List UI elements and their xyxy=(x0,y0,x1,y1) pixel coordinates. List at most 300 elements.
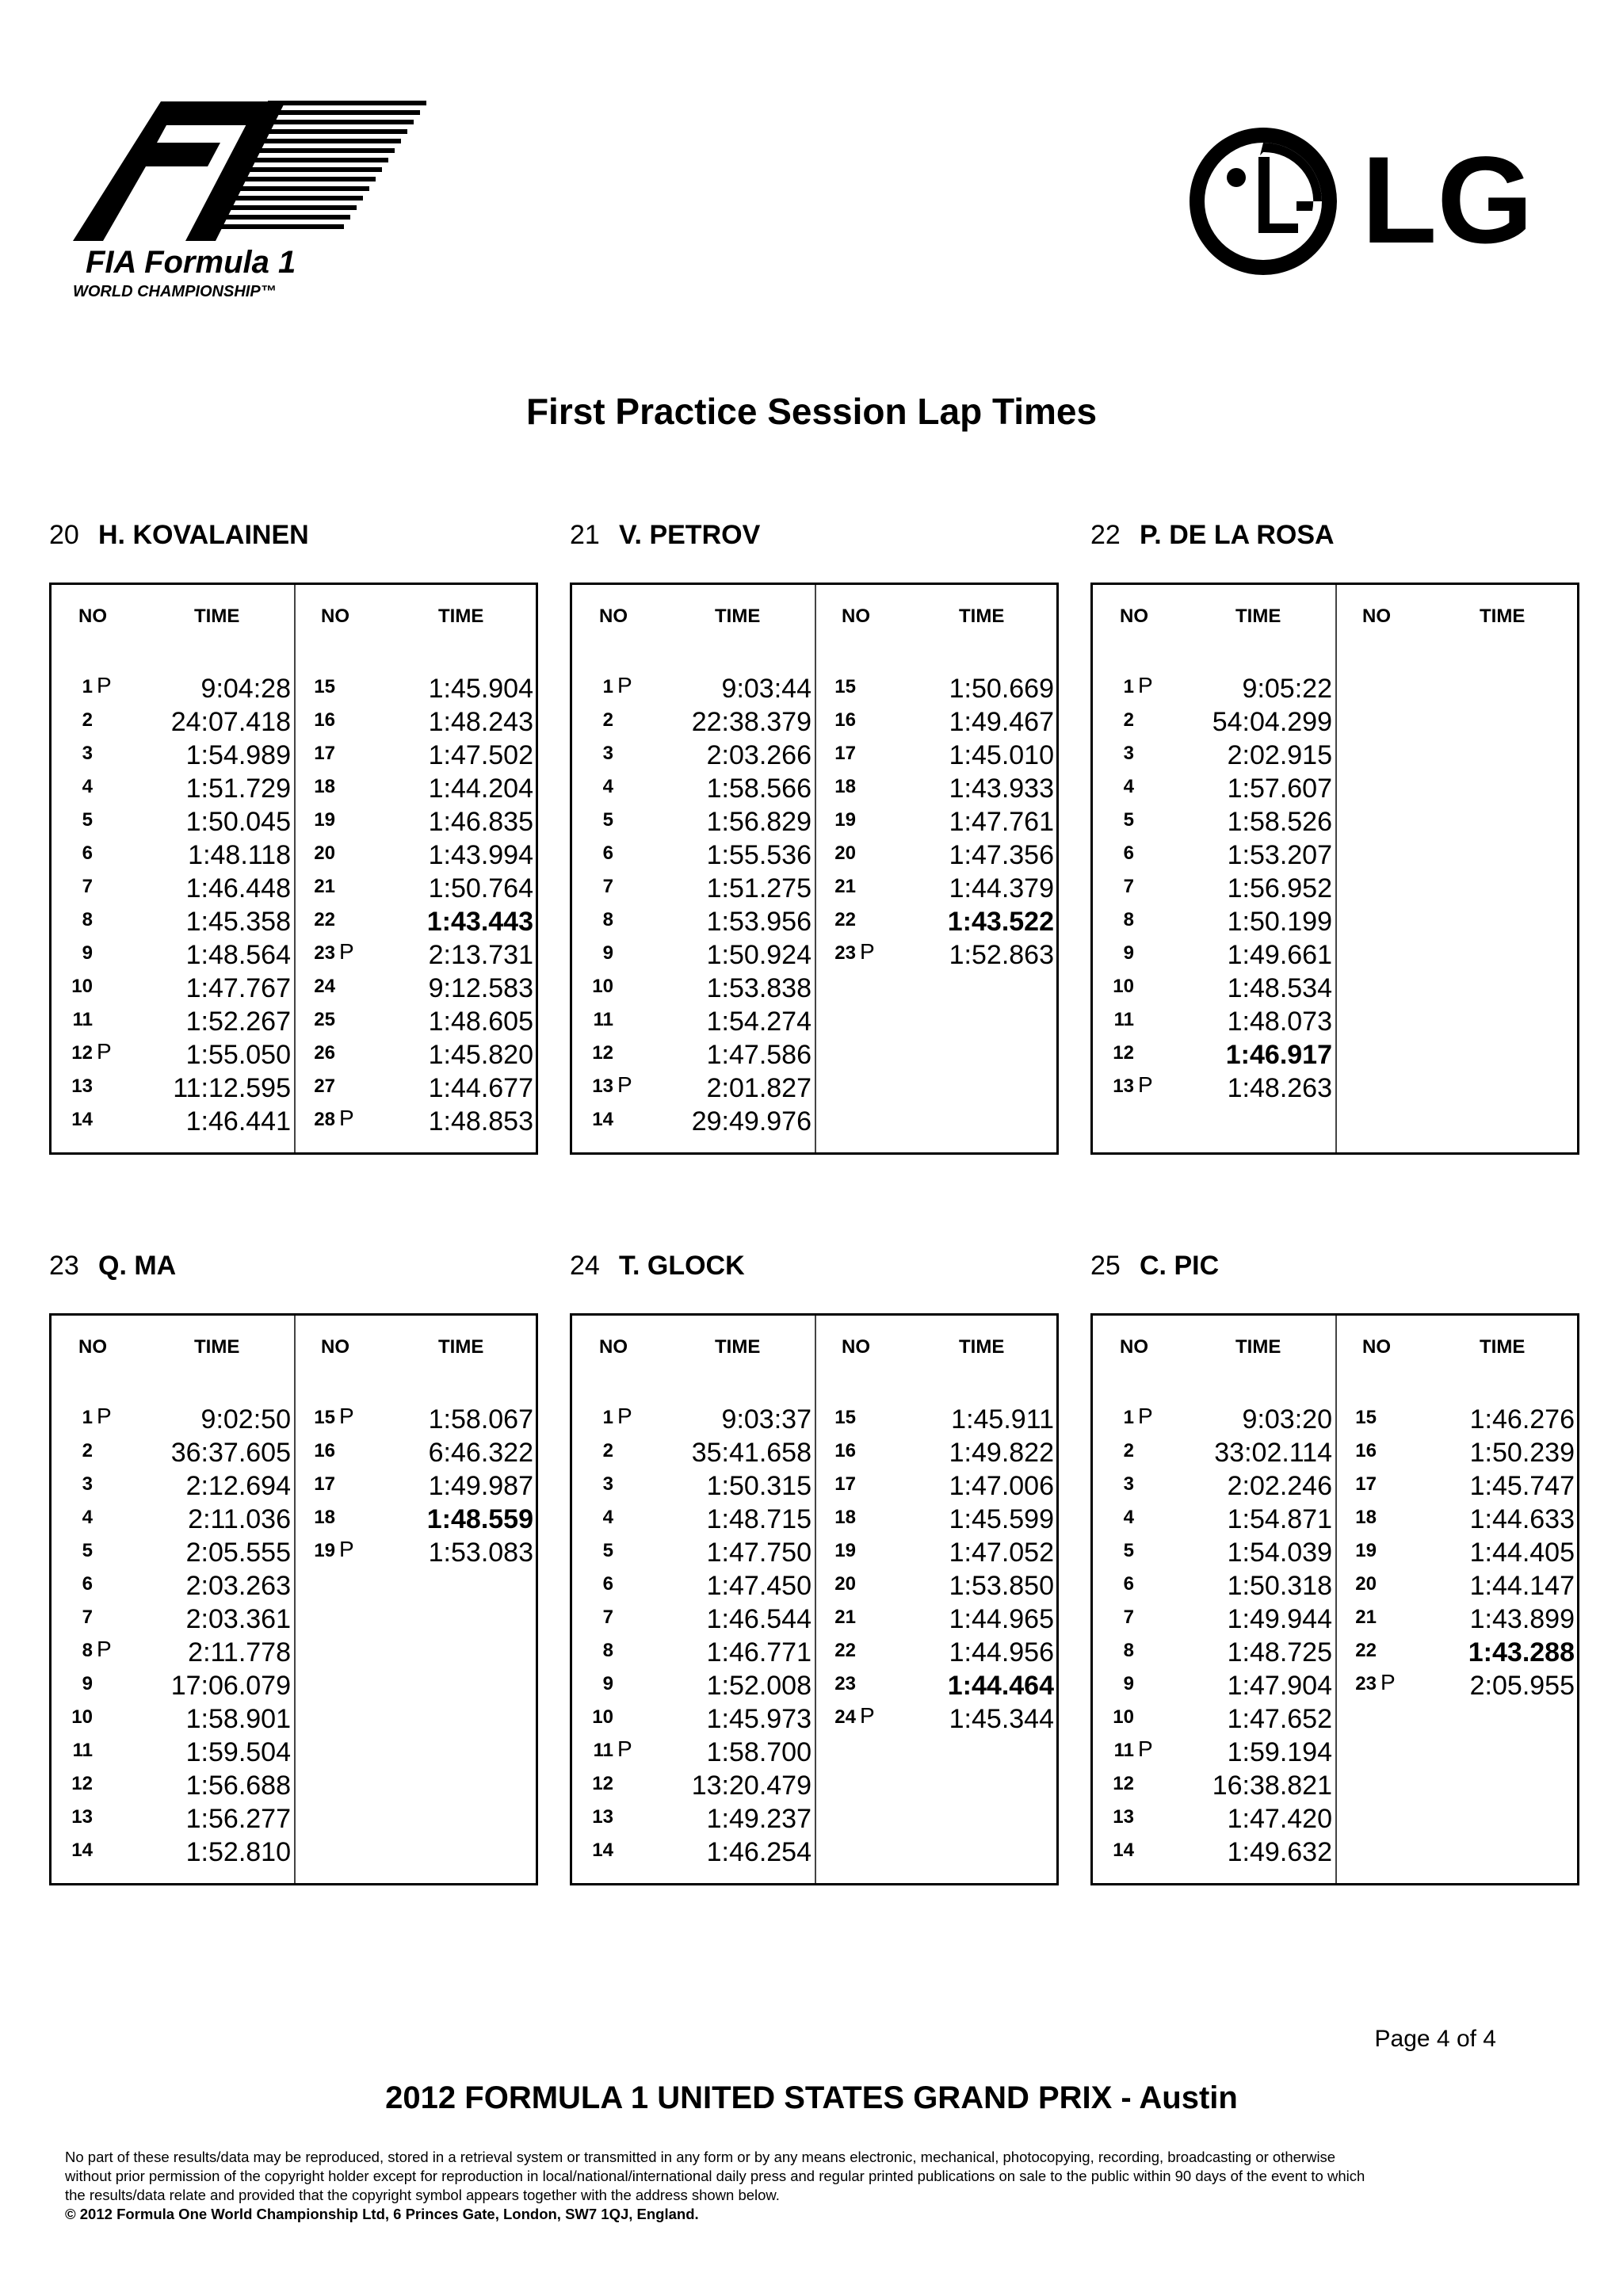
pit-indicator: P xyxy=(1138,1736,1153,1761)
pit-indicator: P xyxy=(339,939,354,964)
lap-row xyxy=(582,770,812,804)
lap-times-table xyxy=(570,583,1059,1155)
lap-time: 1:47.356 xyxy=(949,840,1054,870)
lap-time: 1:48.564 xyxy=(185,940,291,970)
pit-indicator: P xyxy=(1138,1404,1153,1428)
lap-time: 11:12.595 xyxy=(173,1073,291,1103)
lap-row xyxy=(824,870,1054,904)
lap-row xyxy=(824,904,1054,937)
lap-row xyxy=(1102,1468,1332,1501)
car-number: 25 xyxy=(1090,1251,1121,1281)
lap-number: 17 xyxy=(834,743,856,764)
fastest-lap-time: 1:44.464 xyxy=(947,1671,1054,1701)
lap-number: 7 xyxy=(602,876,613,897)
pit-indicator: P xyxy=(1381,1670,1396,1694)
lap-number: 4 xyxy=(1123,1507,1134,1528)
lap-number: 1 xyxy=(1123,676,1134,697)
lap-number-header: NO xyxy=(842,606,870,627)
lap-number: 26 xyxy=(314,1042,335,1064)
lap-row xyxy=(1102,937,1332,970)
lap-time: 1:50.315 xyxy=(706,1471,812,1501)
lap-number: 17 xyxy=(1355,1473,1377,1495)
driver-name: T. GLOCK xyxy=(619,1251,745,1281)
car-number: 22 xyxy=(1090,520,1121,550)
lap-row xyxy=(582,737,812,770)
pit-indicator: P xyxy=(97,1039,112,1064)
lap-row xyxy=(1102,837,1332,870)
column-divider xyxy=(1335,585,1337,1152)
lap-number: 9 xyxy=(1123,1673,1134,1694)
lap-number-header: NO xyxy=(599,606,628,627)
lap-time: 1:45.904 xyxy=(428,674,533,704)
lap-time: 2:03.361 xyxy=(185,1604,291,1634)
svg-text:WORLD CHAMPIONSHIP™: WORLD CHAMPIONSHIP™ xyxy=(73,283,277,300)
lap-row xyxy=(61,1767,291,1801)
lap-number: 10 xyxy=(1113,1706,1134,1728)
lap-row xyxy=(304,704,533,737)
lap-row xyxy=(61,1401,291,1435)
lap-number: 8 xyxy=(82,1640,93,1661)
lap-number: 23 xyxy=(314,942,335,964)
lap-time: 1:48.118 xyxy=(188,840,291,870)
lap-row xyxy=(582,1767,812,1801)
lap-row xyxy=(61,770,291,804)
lap-row xyxy=(304,1468,533,1501)
lap-number: 12 xyxy=(1113,1773,1134,1794)
driver-heading xyxy=(570,1251,745,1290)
lap-row xyxy=(1102,1003,1332,1037)
lap-time: 1:53.956 xyxy=(706,907,812,937)
lap-time: 1:48.715 xyxy=(706,1504,812,1534)
lap-number: 6 xyxy=(82,842,93,864)
pit-indicator: P xyxy=(860,939,875,964)
lap-number: 8 xyxy=(82,909,93,930)
lap-number: 22 xyxy=(834,1640,856,1661)
lap-row xyxy=(1102,1734,1332,1767)
driver-name: Q. MA xyxy=(98,1251,177,1281)
lap-number: 8 xyxy=(1123,909,1134,930)
lap-time: 1:47.420 xyxy=(1227,1804,1332,1834)
lap-row xyxy=(1345,1634,1575,1668)
lap-row xyxy=(61,670,291,704)
lap-time: 1:43.994 xyxy=(428,840,533,870)
lap-row xyxy=(1345,1568,1575,1601)
lap-time: 1:46.544 xyxy=(706,1604,812,1634)
lap-number: 11 xyxy=(72,1009,93,1030)
lap-row xyxy=(824,1501,1054,1534)
lap-time: 1:52.810 xyxy=(185,1837,291,1867)
lap-row xyxy=(582,1534,812,1568)
lap-number: 22 xyxy=(314,909,335,930)
lap-time-header: TIME xyxy=(438,1336,484,1358)
lap-time: 1:51.275 xyxy=(706,873,812,904)
lap-column xyxy=(304,1401,533,1568)
driver-name: P. DE LA ROSA xyxy=(1140,520,1335,550)
lap-number: 24 xyxy=(314,976,335,997)
lap-row xyxy=(582,1103,812,1137)
lap-number-header: NO xyxy=(78,1336,107,1358)
lap-row xyxy=(582,1037,812,1070)
lap-row xyxy=(582,1070,812,1103)
lap-time: 9:05:22 xyxy=(1242,674,1332,704)
lap-row xyxy=(61,1468,291,1501)
lap-time: 1:47.502 xyxy=(428,740,533,770)
lap-times-table xyxy=(1090,583,1579,1155)
lap-time: 2:12.694 xyxy=(185,1471,291,1501)
lap-number: 4 xyxy=(602,776,613,797)
lap-row xyxy=(824,1468,1054,1501)
lap-number: 24 xyxy=(834,1706,856,1728)
lap-time: 1:51.729 xyxy=(185,774,291,804)
lap-row xyxy=(61,1435,291,1468)
lap-row xyxy=(824,770,1054,804)
lap-time: 9:12.583 xyxy=(428,973,533,1003)
lap-number: 10 xyxy=(1113,976,1134,997)
lap-row xyxy=(304,670,533,704)
lap-time: 1:59.194 xyxy=(1227,1737,1332,1767)
fastest-lap-time: 1:43.288 xyxy=(1468,1637,1575,1668)
lap-row xyxy=(1102,1435,1332,1468)
lap-number: 13 xyxy=(1113,1075,1134,1097)
lap-number: 15 xyxy=(834,1407,856,1428)
lap-number-header: NO xyxy=(321,1336,349,1358)
lap-times-table xyxy=(49,583,538,1155)
lg-logo xyxy=(1186,124,1550,279)
lap-time: 1:50.924 xyxy=(706,940,812,970)
lap-time: 1:48.073 xyxy=(1227,1007,1332,1037)
pit-indicator: P xyxy=(617,1072,632,1097)
lap-number: 15 xyxy=(314,676,335,697)
lap-time: 29:49.976 xyxy=(691,1106,812,1137)
lap-row xyxy=(304,1070,533,1103)
lap-time: 1:54.274 xyxy=(706,1007,812,1037)
lap-number: 12 xyxy=(71,1042,93,1064)
lap-row xyxy=(824,1568,1054,1601)
fastest-lap-time: 1:43.443 xyxy=(426,907,533,937)
lap-number: 13 xyxy=(71,1806,93,1828)
lap-time-header: TIME xyxy=(959,606,1005,627)
lap-time: 1:52.863 xyxy=(949,940,1054,970)
lap-row xyxy=(61,970,291,1003)
lap-column xyxy=(61,1401,291,1867)
lap-number: 2 xyxy=(602,709,613,731)
lap-number-header: NO xyxy=(1362,606,1391,627)
column-divider xyxy=(815,585,816,1152)
pit-indicator: P xyxy=(1138,673,1153,697)
lap-number: 14 xyxy=(71,1109,93,1130)
driver-name: V. PETROV xyxy=(619,520,761,550)
lap-time: 1:50.045 xyxy=(185,807,291,837)
lap-row xyxy=(582,1834,812,1867)
lap-time-header: TIME xyxy=(1480,606,1526,627)
lap-number: 8 xyxy=(602,909,613,930)
lap-time: 1:44.405 xyxy=(1469,1538,1575,1568)
lap-time: 1:44.677 xyxy=(428,1073,533,1103)
lap-time: 1:58.067 xyxy=(428,1404,533,1435)
lap-time: 1:46.448 xyxy=(185,873,291,904)
lap-time: 1:46.771 xyxy=(706,1637,812,1668)
lap-time: 1:54.989 xyxy=(185,740,291,770)
lap-time: 1:45.358 xyxy=(185,907,291,937)
lap-number-header: NO xyxy=(599,1336,628,1358)
lap-time: 1:44.965 xyxy=(949,1604,1054,1634)
lap-number: 20 xyxy=(834,842,856,864)
car-number: 20 xyxy=(49,520,79,550)
lap-time: 24:07.418 xyxy=(170,707,291,737)
lap-time: 1:50.199 xyxy=(1227,907,1332,937)
lap-row xyxy=(61,1801,291,1834)
lap-row xyxy=(61,1634,291,1668)
lap-number: 10 xyxy=(592,976,613,997)
lap-number-header: NO xyxy=(1120,606,1148,627)
lap-time: 2:03.266 xyxy=(706,740,812,770)
lap-row xyxy=(1102,1701,1332,1734)
lap-number: 7 xyxy=(602,1606,613,1628)
lap-number: 2 xyxy=(82,1440,93,1461)
lap-number: 23 xyxy=(834,1673,856,1694)
pit-indicator: P xyxy=(97,1637,112,1661)
lap-times-table xyxy=(570,1313,1059,1885)
lap-number: 28 xyxy=(314,1109,335,1130)
lap-row xyxy=(582,970,812,1003)
lap-time: 1:46.441 xyxy=(185,1106,291,1137)
lap-row xyxy=(61,1037,291,1070)
lap-time: 1:56.952 xyxy=(1227,873,1332,904)
lap-number: 4 xyxy=(82,776,93,797)
lap-time: 6:46.322 xyxy=(428,1438,533,1468)
lap-number: 15 xyxy=(1355,1407,1377,1428)
lap-time: 1:44.204 xyxy=(428,774,533,804)
lap-time: 1:50.669 xyxy=(949,674,1054,704)
lap-number: 21 xyxy=(314,876,335,897)
lap-column xyxy=(61,670,291,1137)
lap-number: 14 xyxy=(592,1109,613,1130)
lap-time: 1:57.607 xyxy=(1227,774,1332,804)
lap-row xyxy=(582,1003,812,1037)
lap-row xyxy=(61,804,291,837)
car-number: 24 xyxy=(570,1251,600,1281)
lap-number: 17 xyxy=(834,1473,856,1495)
lap-time: 1:48.725 xyxy=(1227,1637,1332,1668)
lap-number: 1 xyxy=(82,1407,93,1428)
lap-time: 2:03.263 xyxy=(185,1571,291,1601)
lap-time: 2:01.827 xyxy=(706,1073,812,1103)
event-title: 2012 FORMULA 1 UNITED STATES GRAND PRIX - Austin xyxy=(385,2080,1238,2115)
lap-row xyxy=(1102,1401,1332,1435)
lap-time: 33:02.114 xyxy=(1214,1438,1332,1468)
lap-number: 3 xyxy=(1123,1473,1134,1495)
lap-row xyxy=(1345,1501,1575,1534)
lap-row xyxy=(304,1401,533,1435)
lap-number: 1 xyxy=(602,1407,613,1428)
lap-row xyxy=(824,1435,1054,1468)
lap-row xyxy=(61,1834,291,1867)
lap-number: 13 xyxy=(1113,1806,1134,1828)
lap-time: 1:48.853 xyxy=(428,1106,533,1137)
lap-row xyxy=(304,1103,533,1137)
lap-number: 21 xyxy=(834,876,856,897)
lap-number: 13 xyxy=(592,1075,613,1097)
lap-number: 3 xyxy=(82,743,93,764)
lap-number: 16 xyxy=(314,709,335,731)
lap-number: 2 xyxy=(82,709,93,731)
lap-number: 19 xyxy=(314,1540,335,1561)
lap-number: 18 xyxy=(834,776,856,797)
lap-number: 22 xyxy=(834,909,856,930)
lap-row xyxy=(1345,1401,1575,1435)
lap-time: 1:50.764 xyxy=(428,873,533,904)
lap-number: 10 xyxy=(71,976,93,997)
lap-time: 1:53.838 xyxy=(706,973,812,1003)
lap-row xyxy=(582,870,812,904)
lap-number: 10 xyxy=(592,1706,613,1728)
lap-time: 1:44.379 xyxy=(949,873,1054,904)
lap-time: 1:47.904 xyxy=(1227,1671,1332,1701)
svg-text:FIA Formula 1: FIA Formula 1 xyxy=(86,245,296,280)
lap-time: 9:03:20 xyxy=(1242,1404,1332,1435)
lap-row xyxy=(582,1668,812,1701)
lap-time: 1:43.933 xyxy=(949,774,1054,804)
lap-row xyxy=(61,737,291,770)
lap-number: 18 xyxy=(1355,1507,1377,1528)
lap-row xyxy=(824,1401,1054,1435)
lap-row xyxy=(304,1435,533,1468)
lap-time: 1:58.566 xyxy=(706,774,812,804)
lap-row xyxy=(824,804,1054,837)
lap-time: 1:49.987 xyxy=(428,1471,533,1501)
lap-row xyxy=(1345,1435,1575,1468)
lap-number: 1 xyxy=(602,676,613,697)
lap-time: 1:45.820 xyxy=(428,1040,533,1070)
lap-time: 2:13.731 xyxy=(428,940,533,970)
lap-time: 2:02.246 xyxy=(1227,1471,1332,1501)
disclaimer-line: No part of these results/data may be reproduced, stored in a retrieval system or transmitted in any form or by any means electronic, mechanical, photocopying, recording, broadcasting or otherwise xyxy=(65,2149,1336,2165)
lap-row xyxy=(1345,1534,1575,1568)
lap-time: 1:47.761 xyxy=(949,807,1054,837)
lap-row xyxy=(304,1037,533,1070)
lap-number: 12 xyxy=(71,1773,93,1794)
copyright-owner: © 2012 Formula One World Championship Ltd, 6 Princes Gate, London, SW7 1QJ, England. xyxy=(65,2206,699,2222)
lap-number: 17 xyxy=(314,743,335,764)
lap-row xyxy=(824,937,1054,970)
svg-text:LG: LG xyxy=(1361,132,1533,269)
lap-number: 12 xyxy=(592,1773,613,1794)
lap-row xyxy=(824,1634,1054,1668)
lap-number: 5 xyxy=(1123,1540,1134,1561)
lap-number: 10 xyxy=(71,1706,93,1728)
disclaimer-line: without prior permission of the copyright holder except for reproduction in local/national/international daily press and regular printed publications on sale to the public within 90 days of the event to which xyxy=(65,2168,1365,2184)
lap-time: 1:55.536 xyxy=(706,840,812,870)
lap-number: 11 xyxy=(1113,1009,1134,1030)
lap-time-header: TIME xyxy=(1235,1336,1281,1358)
column-divider xyxy=(1335,1316,1337,1883)
driver-name: H. KOVALAINEN xyxy=(98,520,309,550)
lap-row xyxy=(582,704,812,737)
fastest-lap-time: 1:48.559 xyxy=(426,1504,533,1534)
lap-time: 54:04.299 xyxy=(1212,707,1332,737)
lap-number: 20 xyxy=(314,842,335,864)
lap-row xyxy=(61,904,291,937)
lap-time: 1:53.083 xyxy=(428,1538,533,1568)
lap-time: 1:48.605 xyxy=(428,1007,533,1037)
lap-row xyxy=(1102,1601,1332,1634)
lap-row xyxy=(824,704,1054,737)
lap-row xyxy=(61,1501,291,1534)
lap-time-header: TIME xyxy=(1480,1336,1526,1358)
lap-row xyxy=(1102,737,1332,770)
lap-row xyxy=(304,804,533,837)
lap-row xyxy=(1102,1668,1332,1701)
lap-row xyxy=(824,1534,1054,1568)
lap-time: 17:06.079 xyxy=(170,1671,291,1701)
lap-row xyxy=(304,937,533,970)
lap-row xyxy=(61,1103,291,1137)
lap-row xyxy=(1102,970,1332,1003)
lap-time: 13:20.479 xyxy=(691,1771,812,1801)
lap-row xyxy=(1102,1634,1332,1668)
lap-row xyxy=(824,837,1054,870)
lap-time-header: TIME xyxy=(194,606,240,627)
lap-row xyxy=(61,1701,291,1734)
lap-number-header: NO xyxy=(842,1336,870,1358)
fastest-lap-time: 1:43.522 xyxy=(947,907,1054,937)
lap-number: 5 xyxy=(82,1540,93,1561)
lap-number: 5 xyxy=(1123,809,1134,831)
lap-row xyxy=(824,1668,1054,1701)
lap-number: 2 xyxy=(602,1440,613,1461)
lap-number: 21 xyxy=(1355,1606,1377,1628)
f1-logo xyxy=(70,94,434,308)
lap-number: 9 xyxy=(82,942,93,964)
lap-row xyxy=(582,1501,812,1534)
lap-number: 16 xyxy=(1355,1440,1377,1461)
lap-time: 1:58.526 xyxy=(1227,807,1332,837)
lap-number: 20 xyxy=(1355,1573,1377,1595)
lap-number: 21 xyxy=(834,1606,856,1628)
pit-indicator: P xyxy=(1138,1072,1153,1097)
driver-heading xyxy=(570,520,760,560)
lap-number: 9 xyxy=(602,1673,613,1694)
lap-row xyxy=(582,937,812,970)
lap-time: 1:47.586 xyxy=(706,1040,812,1070)
lap-number: 3 xyxy=(1123,743,1134,764)
lap-number: 9 xyxy=(602,942,613,964)
lap-time-header: TIME xyxy=(959,1336,1005,1358)
car-number: 23 xyxy=(49,1251,79,1281)
lap-number: 12 xyxy=(1113,1042,1134,1064)
lap-number: 14 xyxy=(1113,1839,1134,1861)
lap-number: 4 xyxy=(1123,776,1134,797)
lap-column xyxy=(582,1401,812,1867)
lap-row xyxy=(1102,870,1332,904)
lap-time-header: TIME xyxy=(194,1336,240,1358)
lap-number: 22 xyxy=(1355,1640,1377,1661)
lap-number: 15 xyxy=(834,676,856,697)
lap-number: 2 xyxy=(1123,1440,1134,1461)
lap-number: 16 xyxy=(314,1440,335,1461)
lap-time: 9:03:37 xyxy=(721,1404,812,1435)
lap-number: 20 xyxy=(834,1573,856,1595)
lap-number: 9 xyxy=(1123,942,1134,964)
lap-number: 12 xyxy=(592,1042,613,1064)
lap-time: 1:48.534 xyxy=(1227,973,1332,1003)
lap-time: 1:48.243 xyxy=(428,707,533,737)
lap-row xyxy=(1102,1501,1332,1534)
lap-time: 35:41.658 xyxy=(691,1438,812,1468)
lap-time: 1:45.344 xyxy=(949,1704,1054,1734)
lap-time-header: TIME xyxy=(1235,606,1281,627)
lap-row xyxy=(61,1534,291,1568)
